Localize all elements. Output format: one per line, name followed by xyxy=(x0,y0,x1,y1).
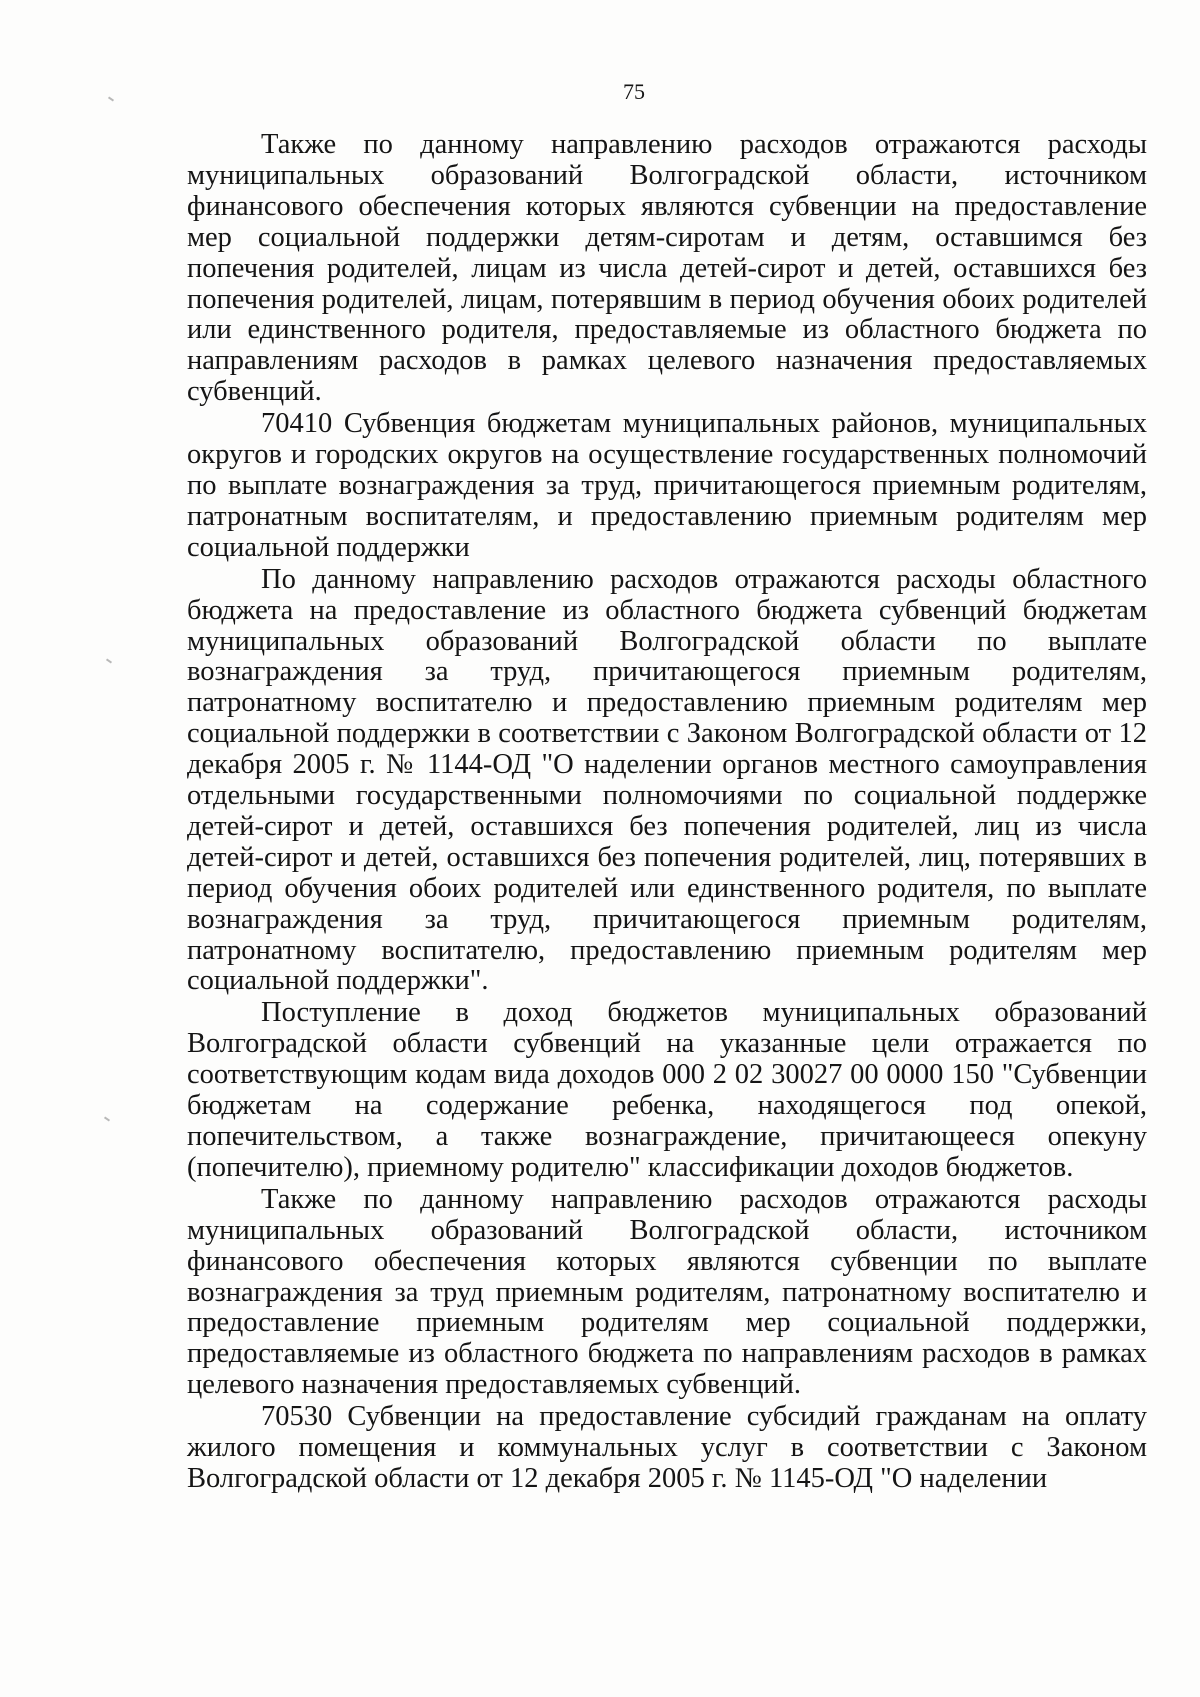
scan-speck xyxy=(104,1116,110,1121)
document-body xyxy=(187,130,1147,1496)
paragraph: Также по данному направлению расходов отражаются расходы муниципальных образований Волгоградской области, источником финансового обеспечения которых являются субвенции на предоставление мер социальной поддержки детям-сиротам и детям, оставшимся без попечения родителей, лицам из числа детей-сирот и детей, оставшихся без попечения родителей, лицам, потерявшим в период обучения обоих родителей или единственного родителя, предоставляемые из областного бюджета по направлениям расходов в рамках целевого назначения предоставляемых субвенций. xyxy=(187,129,1147,408)
paragraph-heading-70530: 70530 Субвенции на предоставление субсидий гражданам на оплату жилого помещения и коммунальных услуг в соответствии с Законом Волгоградской области от 12 декабря 2005 г. № 1145-ОД "О наделении xyxy=(187,1401,1147,1494)
paragraph: Также по данному направлению расходов отражаются расходы муниципальных образований Волгоградской области, источником финансового обеспечения которых являются субвенции по выплате вознаграждения за труд приемным родителям, патронатному воспитателю и предоставление приемным родителям мер социальной поддержки, предоставляемые из областного бюджета по направлениям расходов в рамках целевого назначения предоставляемых субвенций. xyxy=(187,1183,1147,1401)
paragraph: Поступление в доход бюджетов муниципальных образований Волгоградской области субвенций на указанные цели отражается по соответствующим кодам вида доходов 000 2 02 30027 00 0000 150 "Субвенции бюджетам на содержание ребенка, находящегося под опекой, попечительством, а также вознаграждение, причитающееся опекуну (попечителю), приемному родителю" классификации доходов бюджетов. xyxy=(187,997,1147,1183)
scan-speck xyxy=(106,658,112,663)
page-number: 75 xyxy=(623,79,645,104)
paragraph: По данному направлению расходов отражаются расходы областного бюджета на предоставление из областного бюджета субвенций бюджетам муниципальных образований Волгоградской области по выплате вознаграждения за труд, причитающегося приемным родителям, патронатному воспитателю и предоставлению приемным родителям мер социальной поддержки в соответствии с Законом Волгоградской области от 12 декабря 2005 г. № 1144-ОД "О наделении органов местного самоуправления отдельными государственными полномочиями по социальной поддержке детей-сирот и детей, оставшихся без попечения родителей, лиц из числа детей-сирот и детей, оставшихся без попечения родителей, лиц, потерявших в период обучения обоих родителей или единственного родителя, по выплате вознаграждения за труд, причитающегося приемным родителям, патронатному воспитателю, предоставлению приемным родителям мер социальной поддержки". xyxy=(187,563,1147,997)
paragraph-heading-70410: 70410 Субвенция бюджетам муниципальных районов, муниципальных округов и городских округов на осуществление государственных полномочий по выплате вознаграждения за труд, причитающегося приемным родителям, патронатным воспитателям, и предоставлению приемным родителям мер социальной поддержки xyxy=(187,408,1147,563)
